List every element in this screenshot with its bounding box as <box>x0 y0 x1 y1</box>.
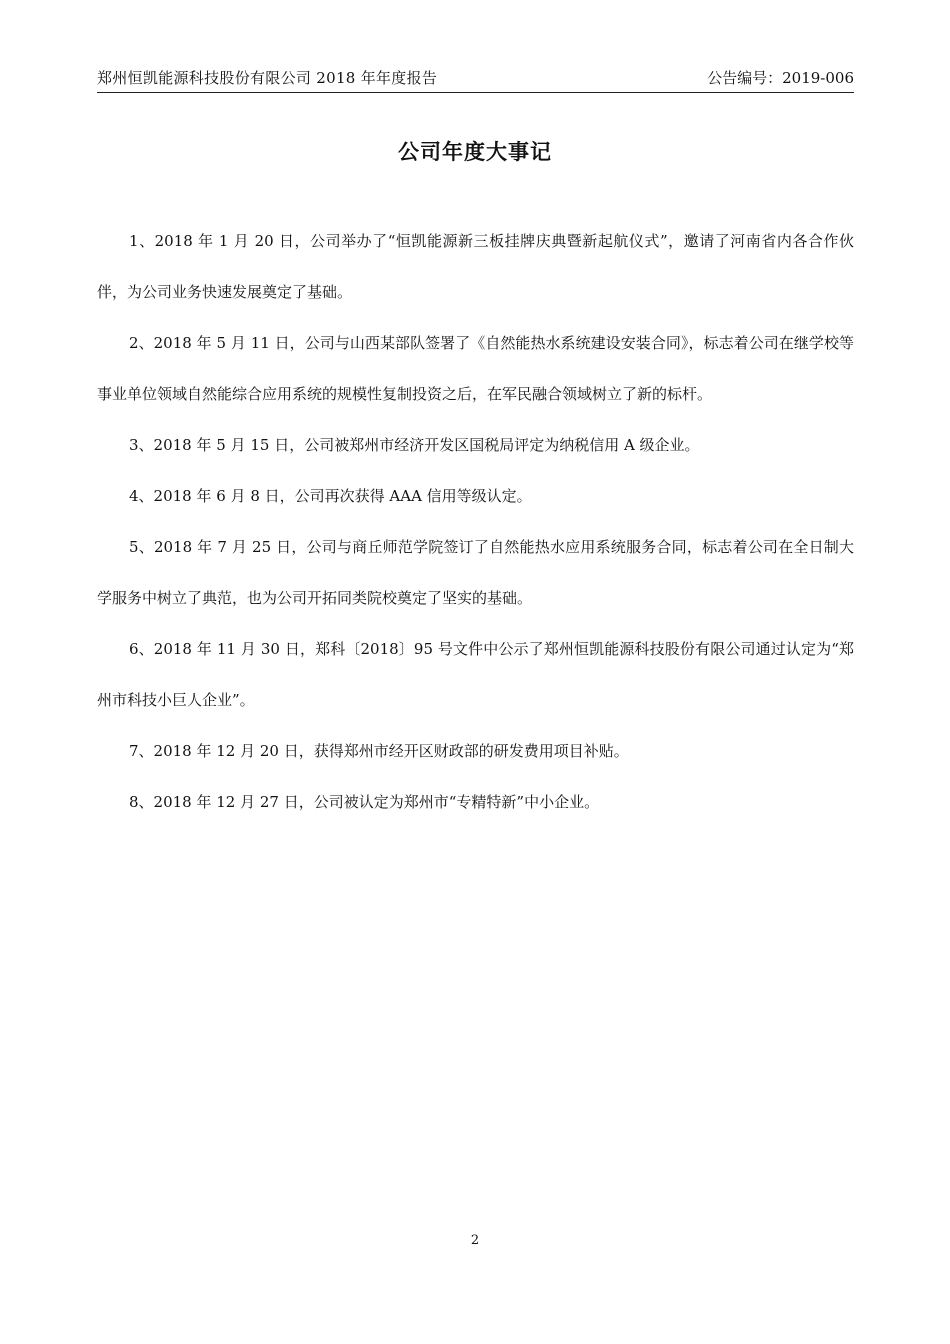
event-paragraph: 6、2018 年 11 月 30 日，郑科〔2018〕95 号文件中公示了郑州恒凯能源科技股份有限公司通过认定为“郑州市科技小巨人企业”。 <box>97 640 854 709</box>
page-number: 2 <box>470 1233 480 1248</box>
event-paragraph: 2、2018 年 5 月 11 日，公司与山西某部队签署了《自然能热水系统建设安装合同》，标志着公司在继学校等事业单位领域自然能综合应用系统的规模性复制投资之后，在军民融合领域树立了新的标杆。 <box>97 334 854 403</box>
event-paragraph: 7、2018 年 12 月 20 日，获得郑州市经开区财政部的研发费用项目补贴。 <box>129 742 629 760</box>
event-paragraph: 3、2018 年 5 月 15 日，公司被郑州市经济开发区国税局评定为纳税信用 A 级企业。 <box>129 436 700 454</box>
page-header <box>97 64 854 93</box>
event-paragraph: 4、2018 年 6 月 8 日，公司再次获得 AAA 信用等级认定。 <box>129 487 532 505</box>
page-title: 公司年度大事记 <box>398 140 552 164</box>
report-title: 郑州恒凯能源科技股份有限公司 2018 年年度报告 <box>97 69 438 87</box>
event-paragraph: 5、2018 年 7 月 25 日，公司与商丘师范学院签订了自然能热水应用系统服务合同，标志着公司在全日制大学服务中树立了典范，也为公司开拓同类院校奠定了坚实的基础。 <box>97 538 854 607</box>
announcement-number: 公告编号：2019-006 <box>707 69 854 87</box>
event-paragraph: 8、2018 年 12 月 27 日，公司被认定为郑州市“专精特新”中小企业。 <box>129 793 600 811</box>
events-list <box>97 216 854 828</box>
event-paragraph: 1、2018 年 1 月 20 日，公司举办了“恒凯能源新三板挂牌庆典暨新起航仪式”，邀请了河南省内各合作伙伴，为公司业务快速发展奠定了基础。 <box>97 232 854 301</box>
